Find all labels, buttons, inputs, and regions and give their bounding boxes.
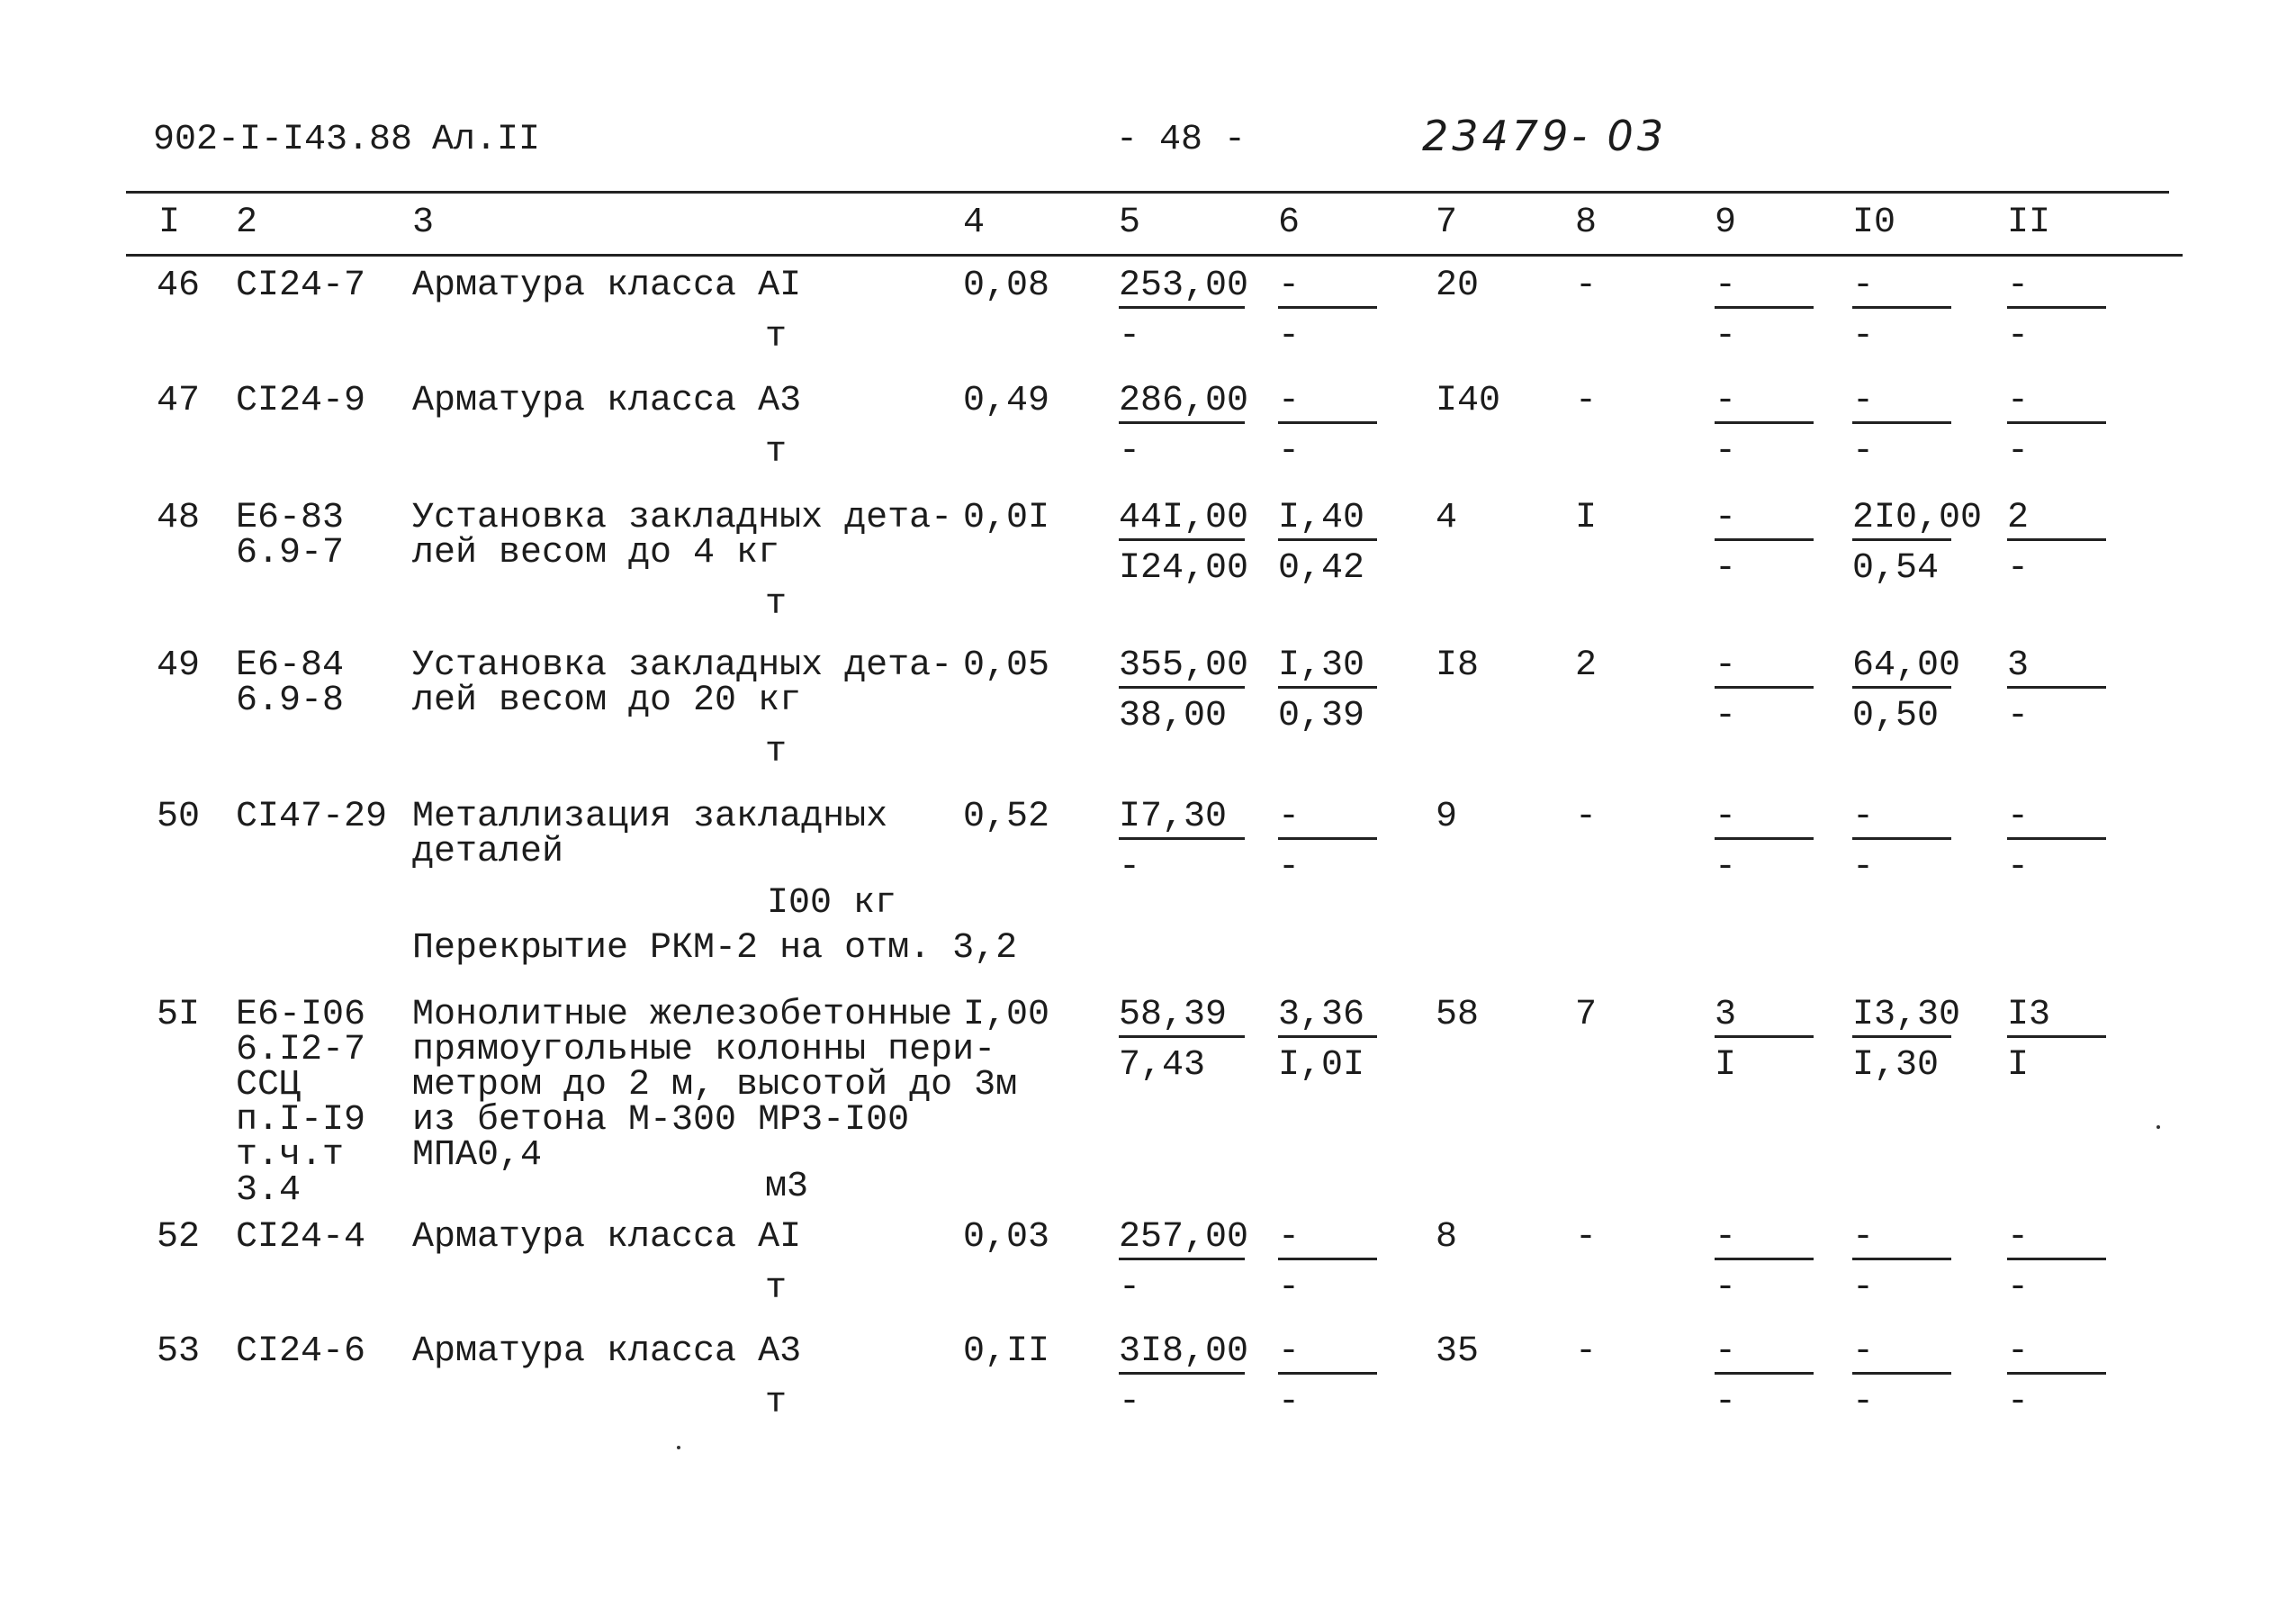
price-bottom-value: - — [1852, 431, 1875, 472]
column-header: II — [2007, 203, 2051, 243]
unit-of-measure: т — [765, 732, 788, 772]
album-label: Ал.II — [432, 120, 541, 160]
row-number: 46 — [157, 266, 201, 306]
fraction-bar — [1119, 1035, 1245, 1038]
price-bottom-value: I,0I — [1278, 1045, 1365, 1086]
machine-value: - — [1575, 266, 1598, 306]
norm-code: CI24-7 — [236, 266, 366, 306]
fraction-bar — [1852, 1372, 1951, 1375]
fraction-bar — [1278, 1372, 1377, 1375]
price-bottom-value: - — [1278, 847, 1301, 888]
labor-value: 4 — [1436, 498, 1458, 538]
fraction-bar — [2007, 421, 2106, 424]
price-bottom-value: - — [1278, 1382, 1301, 1422]
row-number: 50 — [157, 797, 201, 837]
price-top-value: 3 — [2007, 645, 2030, 686]
quantity-value: 0,49 — [963, 381, 1050, 421]
norm-code: 6.I2-7 — [236, 1030, 366, 1070]
price-bottom-value: - — [2007, 1382, 2030, 1422]
fraction-bar — [1278, 686, 1377, 689]
price-top-value: 44I,00 — [1119, 498, 1249, 538]
unit-of-measure: т — [765, 1383, 788, 1423]
norm-code: CI24-4 — [236, 1217, 366, 1258]
price-bottom-value: - — [1715, 316, 1737, 356]
scan-speck — [2156, 1125, 2160, 1129]
fraction-bar — [1119, 837, 1245, 840]
fraction-bar — [1852, 1258, 1951, 1260]
work-description: Монолитные железобетонные — [412, 995, 953, 1035]
price-top-value: - — [2007, 797, 2030, 837]
fraction-bar — [1278, 1035, 1377, 1038]
price-bottom-value: - — [1715, 1382, 1737, 1422]
norm-code: E6-83 — [236, 498, 345, 538]
row-number: 49 — [157, 645, 201, 686]
fraction-bar — [2007, 686, 2106, 689]
fraction-bar — [1715, 306, 1814, 309]
price-bottom-value: - — [1119, 1268, 1141, 1308]
price-top-value: - — [1715, 1217, 1737, 1258]
row-number: 48 — [157, 498, 201, 538]
price-bottom-value: 0,42 — [1278, 548, 1365, 589]
price-bottom-value: - — [2007, 316, 2030, 356]
fraction-bar — [1715, 1372, 1814, 1375]
price-bottom-value: I24,00 — [1119, 548, 1249, 589]
work-description: Установка закладных дета- — [412, 645, 953, 686]
labor-value: I8 — [1436, 645, 1480, 686]
fraction-bar — [1852, 837, 1951, 840]
price-bottom-value: - — [1119, 847, 1141, 888]
price-bottom-value: I — [1715, 1045, 1737, 1086]
price-top-value: 2 — [2007, 498, 2030, 538]
price-top-value: - — [2007, 266, 2030, 306]
work-description: МПА0,4 — [412, 1135, 543, 1176]
labor-value: 9 — [1436, 797, 1458, 837]
row-number: 52 — [157, 1217, 201, 1258]
fraction-bar — [2007, 1258, 2106, 1260]
price-top-value: - — [1278, 381, 1301, 421]
quantity-value: I,00 — [963, 995, 1050, 1035]
price-bottom-value: - — [1278, 431, 1301, 472]
price-bottom-value: - — [1119, 431, 1141, 472]
column-header: 8 — [1575, 203, 1598, 243]
handwritten-stamp-number: 23479- 03 — [1422, 112, 1668, 160]
table-header-rule — [126, 254, 2183, 257]
fraction-bar — [1852, 1035, 1951, 1038]
norm-code: E6-84 — [236, 645, 345, 686]
unit-of-measure: т — [765, 317, 788, 357]
quantity-value: 0,08 — [963, 266, 1050, 306]
fraction-bar — [1715, 538, 1814, 541]
machine-value: 7 — [1575, 995, 1598, 1035]
norm-code: п.I-I9 — [236, 1100, 366, 1141]
scan-speck — [677, 1446, 680, 1449]
machine-value: I — [1575, 498, 1598, 538]
norm-code: 3.4 — [236, 1170, 302, 1211]
fraction-bar — [1119, 538, 1245, 541]
fraction-bar — [1715, 1035, 1814, 1038]
machine-value: - — [1575, 797, 1598, 837]
price-bottom-value: - — [1852, 1382, 1875, 1422]
price-top-value: - — [1852, 381, 1875, 421]
labor-value: 8 — [1436, 1217, 1458, 1258]
price-bottom-value: - — [2007, 548, 2030, 589]
price-bottom-value: - — [1715, 431, 1737, 472]
fraction-bar — [1852, 306, 1951, 309]
machine-value: - — [1575, 1331, 1598, 1372]
fraction-bar — [2007, 538, 2106, 541]
price-top-value: I3,30 — [1852, 995, 1961, 1035]
fraction-bar — [1278, 538, 1377, 541]
fraction-bar — [2007, 1035, 2106, 1038]
fraction-bar — [1119, 421, 1245, 424]
price-top-value: I,30 — [1278, 645, 1365, 686]
unit-of-measure: м3 — [765, 1167, 809, 1207]
price-top-value: - — [1278, 797, 1301, 837]
price-top-value: - — [1715, 645, 1737, 686]
fraction-bar — [1715, 421, 1814, 424]
price-top-value: - — [2007, 381, 2030, 421]
row-number: 5I — [157, 995, 201, 1035]
price-bottom-value: - — [1278, 316, 1301, 356]
work-description: из бетона М-300 МР3-I00 — [412, 1100, 910, 1141]
price-top-value: - — [1715, 498, 1737, 538]
fraction-bar — [1119, 1372, 1245, 1375]
fraction-bar — [1278, 421, 1377, 424]
column-header: 6 — [1278, 203, 1301, 243]
fraction-bar — [2007, 306, 2106, 309]
fraction-bar — [1852, 686, 1951, 689]
labor-value: I40 — [1436, 381, 1501, 421]
price-bottom-value: - — [1715, 696, 1737, 736]
fraction-bar — [1852, 421, 1951, 424]
fraction-bar — [1715, 837, 1814, 840]
work-description: Арматура класса A3 — [412, 1331, 802, 1372]
norm-code: ССЦ — [236, 1065, 302, 1105]
quantity-value: 0,05 — [963, 645, 1050, 686]
price-bottom-value: - — [2007, 431, 2030, 472]
fraction-bar — [1715, 1258, 1814, 1260]
fraction-bar — [1119, 306, 1245, 309]
work-description: прямоугольные колонны пери- — [412, 1030, 996, 1070]
work-description: Металлизация закладных — [412, 797, 888, 837]
price-bottom-value: 7,43 — [1119, 1045, 1206, 1086]
unit-of-measure: т — [765, 1268, 788, 1309]
work-description: лей весом до 4 кг — [412, 533, 780, 573]
price-top-value: - — [1715, 266, 1737, 306]
norm-code: E6-I06 — [236, 995, 366, 1035]
row-number: 53 — [157, 1331, 201, 1372]
work-description: лей весом до 20 кг — [412, 681, 802, 721]
price-bottom-value: - — [2007, 696, 2030, 736]
price-bottom-value: I — [2007, 1045, 2030, 1086]
price-top-value: 64,00 — [1852, 645, 1961, 686]
price-top-value: 253,00 — [1119, 266, 1249, 306]
price-top-value: - — [2007, 1217, 2030, 1258]
work-description: деталей — [412, 832, 564, 872]
price-top-value: - — [1852, 1217, 1875, 1258]
table-top-rule — [126, 191, 2169, 194]
price-top-value: - — [1852, 1331, 1875, 1372]
norm-code: 6.9-7 — [236, 533, 345, 573]
price-top-value: 286,00 — [1119, 381, 1249, 421]
norm-code: CI24-9 — [236, 381, 366, 421]
price-top-value: - — [1715, 1331, 1737, 1372]
work-description: Арматура класса A3 — [412, 381, 802, 421]
column-header: 2 — [236, 203, 258, 243]
document-code: 902-I-I43.88 — [153, 120, 413, 160]
price-bottom-value: - — [1715, 548, 1737, 589]
machine-value: 2 — [1575, 645, 1598, 686]
unit-of-measure: т — [765, 432, 788, 473]
price-top-value: - — [1278, 1217, 1301, 1258]
column-header: 9 — [1715, 203, 1737, 243]
price-top-value: - — [1278, 266, 1301, 306]
price-bottom-value: 0,39 — [1278, 696, 1365, 736]
price-top-value: - — [1715, 797, 1737, 837]
price-bottom-value: I,30 — [1852, 1045, 1940, 1086]
price-bottom-value: 0,50 — [1852, 696, 1940, 736]
price-top-value: 3 — [1715, 995, 1737, 1035]
column-header: 7 — [1436, 203, 1458, 243]
fraction-bar — [2007, 837, 2106, 840]
fraction-bar — [1278, 837, 1377, 840]
page-number: - 48 - — [1116, 120, 1247, 160]
unit-of-measure: I00 кг — [767, 883, 897, 924]
price-top-value: 257,00 — [1119, 1217, 1249, 1258]
column-header: I0 — [1852, 203, 1896, 243]
column-header: I — [158, 203, 181, 243]
row-number: 47 — [157, 381, 201, 421]
work-description: Арматура класса AI — [412, 266, 802, 306]
column-header: 5 — [1119, 203, 1141, 243]
fraction-bar — [1852, 538, 1951, 541]
price-top-value: - — [2007, 1331, 2030, 1372]
work-description: Арматура класса AI — [412, 1217, 802, 1258]
fraction-bar — [1278, 1258, 1377, 1260]
fraction-bar — [1119, 1258, 1245, 1260]
quantity-value: 0,II — [963, 1331, 1050, 1372]
labor-value: 35 — [1436, 1331, 1480, 1372]
quantity-value: 0,0I — [963, 498, 1050, 538]
price-top-value: 2I0,00 — [1852, 498, 1983, 538]
price-top-value: I3 — [2007, 995, 2051, 1035]
price-top-value: I,40 — [1278, 498, 1365, 538]
price-bottom-value: 0,54 — [1852, 548, 1940, 589]
price-top-value: - — [1715, 381, 1737, 421]
fraction-bar — [1119, 686, 1245, 689]
price-top-value: 355,00 — [1119, 645, 1249, 686]
norm-code: CI24-6 — [236, 1331, 366, 1372]
price-bottom-value: - — [1715, 1268, 1737, 1308]
fraction-bar — [2007, 1372, 2106, 1375]
price-top-value: - — [1278, 1331, 1301, 1372]
fraction-bar — [1278, 306, 1377, 309]
price-bottom-value: - — [1119, 1382, 1141, 1422]
price-top-value: - — [1852, 266, 1875, 306]
price-top-value: 58,39 — [1119, 995, 1228, 1035]
quantity-value: 0,52 — [963, 797, 1050, 837]
fraction-bar — [1715, 686, 1814, 689]
price-bottom-value: - — [1852, 1268, 1875, 1308]
price-bottom-value: - — [2007, 847, 2030, 888]
norm-code: CI47-29 — [236, 797, 388, 837]
column-header: 3 — [412, 203, 435, 243]
price-bottom-value: - — [2007, 1268, 2030, 1308]
price-top-value: 3I8,00 — [1119, 1331, 1249, 1372]
price-top-value: - — [1852, 797, 1875, 837]
price-bottom-value: - — [1278, 1268, 1301, 1308]
price-top-value: 3,36 — [1278, 995, 1365, 1035]
unit-of-measure: т — [765, 584, 788, 625]
price-bottom-value: - — [1852, 316, 1875, 356]
price-top-value: I7,30 — [1119, 797, 1228, 837]
price-bottom-value: - — [1119, 316, 1141, 356]
column-header: 4 — [963, 203, 986, 243]
machine-value: - — [1575, 381, 1598, 421]
quantity-value: 0,03 — [963, 1217, 1050, 1258]
labor-value: 20 — [1436, 266, 1480, 306]
price-bottom-value: - — [1852, 847, 1875, 888]
work-description: метром до 2 м, высотой до 3м — [412, 1065, 1018, 1105]
price-bottom-value: - — [1715, 847, 1737, 888]
norm-code: т.ч.т — [236, 1135, 345, 1176]
machine-value: - — [1575, 1217, 1598, 1258]
section-heading: Перекрытие РКМ-2 на отм. 3,2 — [412, 928, 1018, 969]
norm-code: 6.9-8 — [236, 681, 345, 721]
labor-value: 58 — [1436, 995, 1480, 1035]
price-bottom-value: 38,00 — [1119, 696, 1228, 736]
work-description: Установка закладных дета- — [412, 498, 953, 538]
